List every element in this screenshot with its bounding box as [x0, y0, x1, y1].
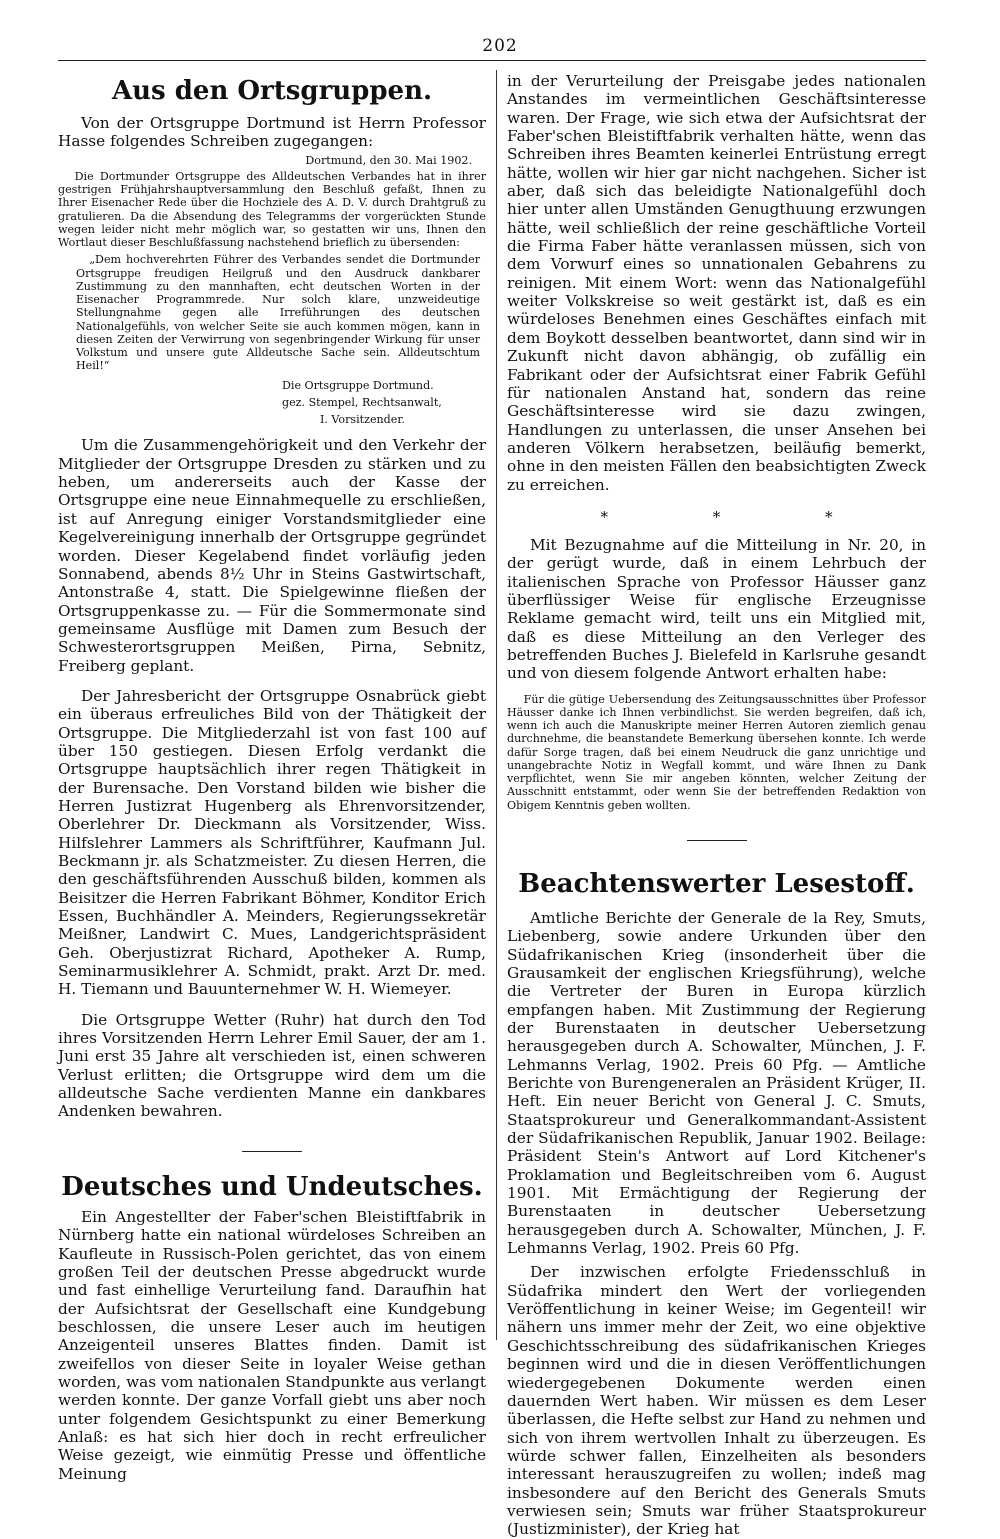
signature-name: gez. Stempel, Rechtsanwalt,	[282, 395, 442, 409]
quote-text: „Dem hochverehrten Führer des Verbandes sendet die Dortmunder Ortsgruppe freudigen Heilgruß und den Ausdruck dankbarer Zustimmung zu den mannhaften, echt deutschen Worten in der Eisenacher Programmrede. Nur solch klare, unzweideutige Stellungnahme gegen alle Irreführungen des deutschen Nationalgefühls, von welcher Seite sie auch kommen mögen, kann in diesen Zeiten der Verwirrung von segenbringender Wirkung für unser Volkstum und unsere gute Alldeutsche Sache sein. Alldeutschtum Heil!“	[76, 253, 480, 373]
paragraph-osnabrueck: Der Jahresbericht der Ortsgruppe Osnabrück giebt ein überaus erfreuliches Bild von der Thätigkeit der Ortsgruppe. Die Mitgliederzahl ist von fast 100 auf über 150 gestiegen. Diesen Erfolg verdankt die Ortsgruppe hauptsächlich ihrer regen Thätigkeit in der Burensache. Den Vorstand bilden wie bisher die Herren Justizrat Hugenberg als Ehrenvorsitzender, Oberlehrer Dr. Dieckmann als Vorsitzender, Wiss. Hilfslehrer Lammers als Schriftführer, Kaufmann Jul. Beckmann jr. als Schatzmeister. Zu diesen Herren, die den geschäftsführenden Ausschuß bilden, kommen als Beisitzer die Herren Fabrikant Böhmer, Konditor Erich Essen, Buchhändler A. Meinders, Regierungssekretär Meißner, Landwirt C. Mues, Landgerichtspräsident Geh. Oberjustizrat Richard, Apotheker A. Rump, Seminarmusiklehrer A. Schmidt, prakt. Arzt Dr. med. H. Tiemann und Bauunternehmer W. H. Wiemeyer.	[58, 686, 486, 999]
section-rule	[242, 1151, 302, 1152]
quote-block	[58, 253, 486, 372]
section-heading-ortsgruppen: Aus den Ortsgruppen.	[111, 76, 433, 106]
letter-paragraph: Die Dortmunder Ortsgruppe des Alldeutschen Verbandes hat in ihrer gestrigen Frühjahrshauptversammlung den Beschluß gefaßt, Ihnen zu Ihrer Eisenacher Rede über die Hochziele des A. D. V. durch Drahtgruß zu gratulieren. Da die Absendung des Telegramms der vorgerückten Stunde wegen leider nicht mehr möglich war, so gestatten wir uns, Ihnen den Wortlaut dieser Beschlußfassung nachstehend brieflich zu übersenden:	[58, 169, 486, 250]
left-column	[58, 72, 486, 1483]
publisher-reply: Für die gütige Uebersendung des Zeitungsausschnittes über Professor Häusser danke ich Ihnen verbindlichst. Sie werden begreifen, daß ich, wenn ich auch die Manuskripte meiner Herren Autoren ziemlich genau durchnehme, die beanstandete Bemerkung übersehen konnte. Ich werde dafür Sorge tragen, daß bei einem Neudruck die ganz unrichtige und unangebrachte Notiz in Wegfall kommt, und wäre Ihnen zu Dank verpflichtet, wenn Sie mir angeben könnten, welcher Zeitung der Ausschnitt entstammt, oder wenn Sie der betreffenden Redaktion von Obigem Kenntnis geben wollten.	[507, 692, 926, 812]
right-column	[507, 72, 926, 1539]
paragraph-faber: Ein Angestellter der Faber'schen Bleistiftfabrik in Nürnberg hatte ein national würdeloses Schreiben an Kaufleute in Russisch-Polen gerichtet, das von einem großen Teil der deutschen Presse abgedruckt wurde und fast einhellige Verurteilung fand. Daraufhin hat der Aufsichtsrat der Gesellschaft eine Kundgebung beschlossen, die unsere Leser auch im heutigen Anzeigenteil unseres Blattes finden. Damit ist zweifellos von dieser Seite in loyaler Weise gethan worden, was vom nationalen Standpunkte aus verlangt werden konnte. Der ganze Vorfall giebt uns aber noch unter folgendem Gesichtspunkt zu einer Bemerkung Anlaß: es hat sich hier doch in recht erfreulicher Weise gezeigt, wie einmütig Presse und öffentliche Meinung	[58, 1207, 486, 1483]
paragraph-wetter: Die Ortsgruppe Wetter (Ruhr) hat durch den Tod ihres Vorsitzenden Herrn Lehrer Emil Sauer, der am 1. Juni erst 35 Jahre alt verschieden ist, einen schweren Verlust erlitten; die Ortsgruppe wird dem um die alldeutsche Sache verdienten Manne ein dankbares Andenken bewahren.	[58, 1010, 486, 1121]
section-heading-deutsches: Deutsches und Undeutsches.	[61, 1171, 483, 1202]
dateline: Dortmund, den 30. Mai 1902.	[305, 153, 472, 167]
paragraph-berichte: Amtliche Berichte der Generale de la Rey, Smuts, Liebenberg, sowie andere Urkunden über den Südafrikanischen Krieg (insonderheit über die Grausamkeit der englischen Kriegsführung), welche die Vertreter der Buren in Europa kürzlich empfangen haben. Mit Zustimmung der Regierung der Burenstaaten in deutscher Uebersetzung herausgegeben durch A. Schowalter, München, J. F. Lehmanns Verlag, 1902. Preis 60 Pfg. — Amtliche Berichte von Burengeneralen an Präsident Krüger, II. Heft. Ein neuer Bericht von General J. C. Smuts, Staatsprokureur und Generalkommandant-Assistent der Südafrikanischen Republik, Januar 1902. Beilage: Präsident Stein's Antwort auf Lord Kitchener's Proklamation und Begleitschreiben vom 6. August 1901. Mit Ermächtigung der Regierung der Burenstaaten in deutscher Uebersetzung herausgegeben durch A. Schowalter, München, J. F. Lehmanns Verlag, 1902. Preis 60 Pfg.	[507, 908, 926, 1258]
signature-group: Die Ortsgruppe Dortmund.	[282, 378, 434, 392]
intro-paragraph: Von der Ortsgruppe Dortmund ist Herrn Professor Hasse folgendes Schreiben zugegangen:	[58, 114, 486, 151]
page-number: 202	[482, 36, 518, 56]
paragraph-haeusser: Mit Bezugnahme auf die Mitteilung in Nr. 20, in der gerügt wurde, daß in einem Lehrbuch der italienischen Sprache von Professor Häusser ganz überflüssiger Weise für englische Erzeugnisse Reklame gemacht wird, teilt uns ein Mitglied mit, daß es diese Mitteilung an den Verleger des betreffenden Buches J. Bielefeld in Karlsruhe gesandt und von diesem folgende Antwort erhalten habe:	[507, 535, 926, 683]
column-divider	[496, 70, 497, 1340]
signature-role: I. Vorsitzender.	[320, 413, 405, 427]
section-rule-right	[687, 840, 747, 841]
paragraph-faber-continued: in der Verurteilung der Preisgabe jedes nationalen Anstandes im vermeintlichen Geschäftsinteresse waren. Der Frage, wie sich etwa der Aufsichtsrat der Faber'schen Bleistiftfabrik verhalten hätte, wenn das Schreiben ihres Beamten keinerlei Entrüstung erregt hätte, wollen wir hier gar nicht nachgehen. Sicher ist aber, daß sich das beleidigte Nationalgefühl doch hier unter allen Umständen Genugthuung erzwungen hätte, weil schließlich der reine geschäftliche Vorteil die Firma Faber hätte veranlassen müssen, sich von dem Vorwurf eines so unnationalen Gebahrens zu reinigen. Mit einem Wort: wenn das Nationalgefühl weiter Volkskreise so weit gestärkt ist, daß es ein würdeloses Benehmen eines Geschäftes einfach mit dem Boykott desselben beantwortet, dann sind wir in Zukunft nicht davon abhängig, ob zufällig ein Fabrikant oder der Aufsichtsrat einer Fabrik Gefühl für nationalen Anstand hat, sondern das reine Geschäftsinteresse wird sie dazu zwingen, Handlungen zu unterlassen, die unser Ansehen bei anderen Völkern herabsetzen, beiläufig bemerkt, ohne in den meisten Fällen den beabsichtigten Zweck zu erreichen.	[507, 72, 926, 494]
section-heading-lesestoff: Beachtenswerter Lesestoff.	[518, 868, 915, 899]
paragraph-friedensschluss: Der inzwischen erfolgte Friedensschluß in Südafrika mindert den Wert der vorliegenden Veröffentlichung in keiner Weise; im Gegenteil! wir nähern uns immer mehr der Zeit, wo eine objektive Geschichtsschreibung des südafrikanischen Krieges beginnen wird und die in diesen Veröffentlichungen wiedergegebenen Dokumente werden einen dauernden Wert haben. Wir müssen es dem Leser überlassen, die Hefte selbst zur Hand zu nehmen und sich von ihrem wertvollen Inhalt zu überzeugen. Es würde schwer fallen, Einzelheiten als besonders interessant herauszugreifen zu wollen; indeß mag insbesondere auf den Bericht des Generals Smuts verwiesen sein; Smuts war früher Staatsprokureur (Justizminister), der Krieg hat	[507, 1263, 926, 1539]
paragraph-dresden: Um die Zusammengehörigkeit und den Verkehr der Mitglieder der Ortsgruppe Dresden zu stärken und zu heben, um andererseits auch der Kasse der Ortsgruppe eine neue Einnahmequelle zu erschließen, ist auf Anregung einiger Vorstandsmitglieder eine Kegelvereinigung innerhalb der Ortsgruppe gegründet worden. Dieser Kegelabend findet vorläufig jeden Sonnabend, abends 8½ Uhr in Steins Gastwirtschaft, Antonstraße 4, statt. Die Spielgewinne fließen der Ortsgruppenkasse zu. — Für die Sommermonate sind gemeinsame Ausflüge mit Damen zum Besuch der Schwesterortsgruppen Meißen, Pirna, Sebnitz, Freiberg geplant.	[58, 436, 486, 675]
header-rule	[58, 60, 926, 61]
section-stars: * * *	[600, 507, 883, 526]
